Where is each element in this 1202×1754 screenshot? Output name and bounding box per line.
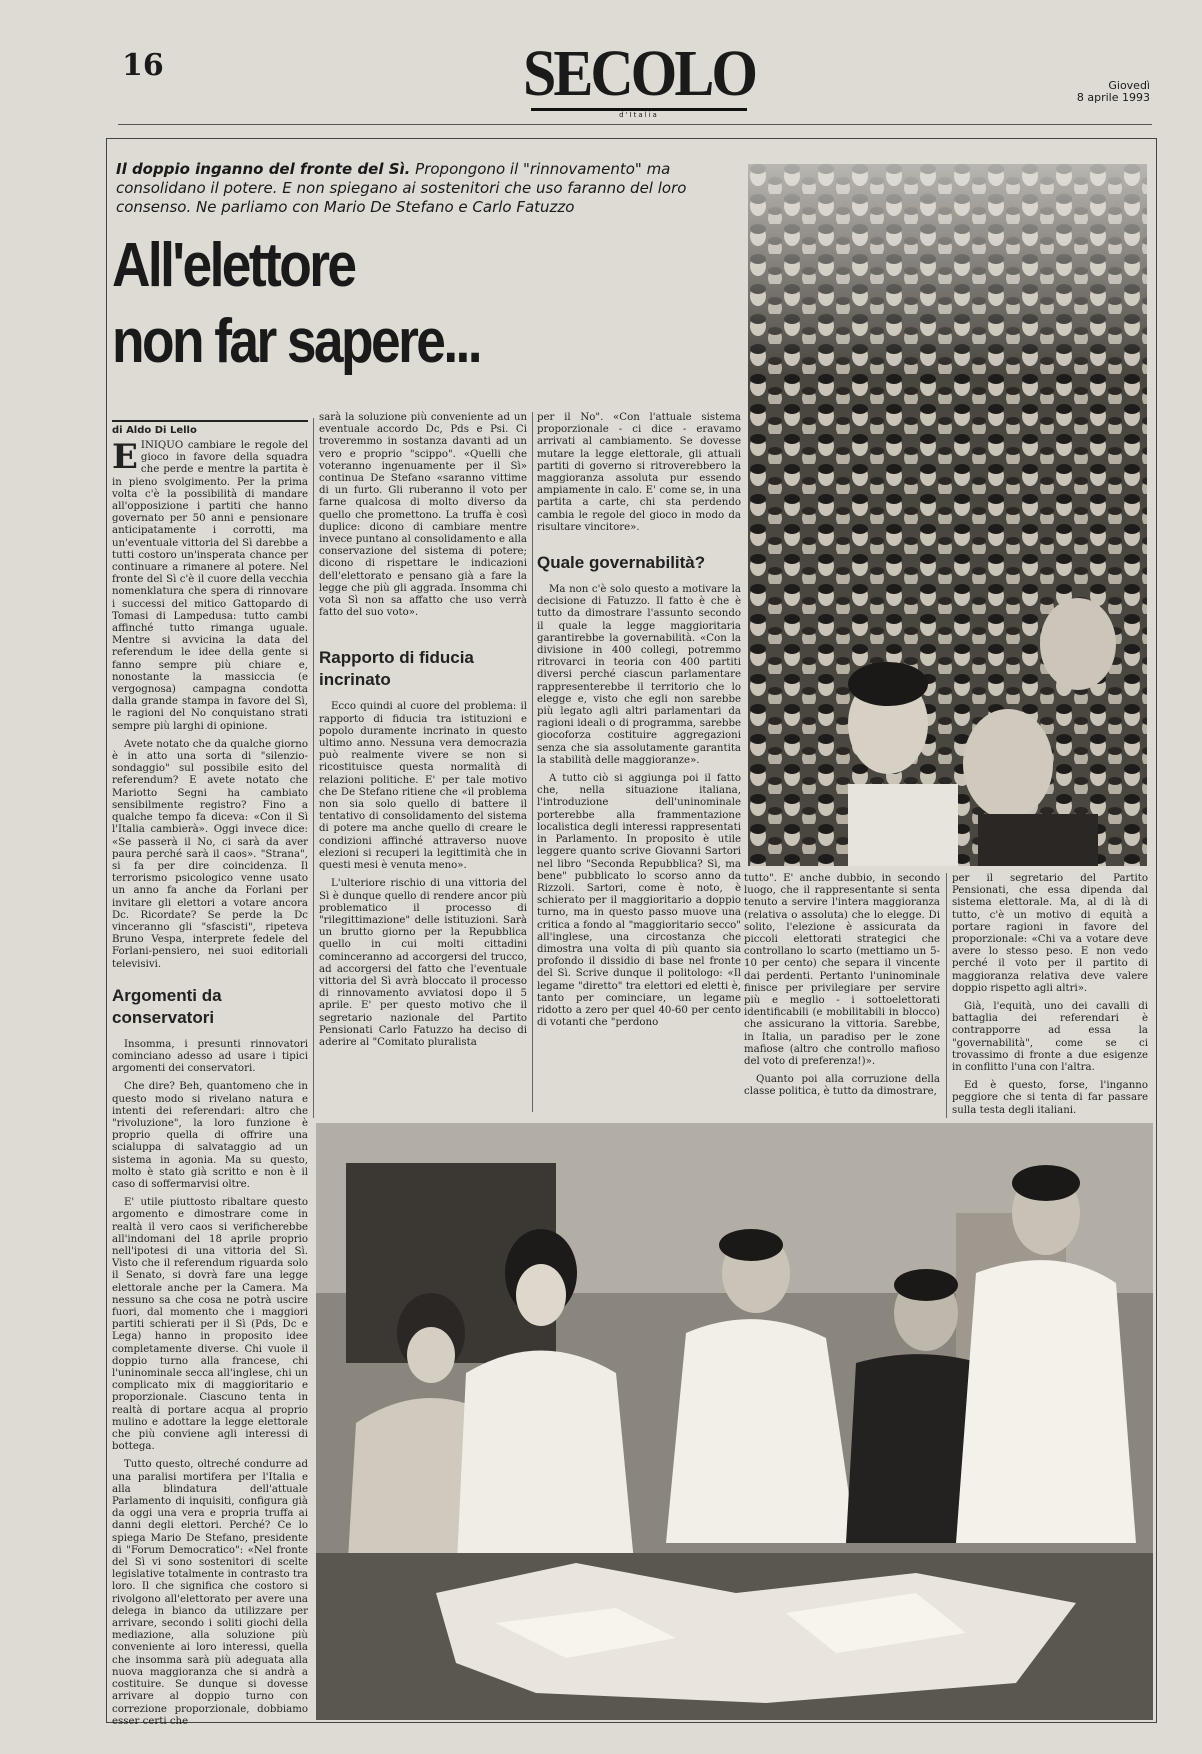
paragraph: tutto". E' anche dubbio, in secondo luogo, che il rappresentante si senta tenuto a servire l'intera maggioranza (relativa o assoluta) che lo elegge. Di solito, l'elezione è assicurata da piccoli elettorati strategici che controllano lo scarto (mettiamo un 5-10 per cento) che separa il vincente dai perdenti. Pertanto l'uninominale finisce per privilegiare per servire più e meglio - i sottoelettorati identificabili (e mobilitabili in blocco) che assicurano la vittoria. Sarebbe, in Italia, un paradiso per le zone mafiose (altro che controllo mafioso del voto di preferenza!)».: [744, 873, 940, 1068]
column-rule: [946, 873, 947, 1118]
kicker-bold: Il doppio inganno del fronte del Sì.: [116, 160, 411, 178]
paragraph: Ma non c'è solo questo a motivare la decisione di Fatuzzo. Il fatto è che è tutto da dimostrare l'assunto secondo il quale la legge maggioritaria garantirebbe la governabilità. «Con la divisione in 400 collegi, potremmo ritrovarci in teoria con 400 partiti diversi perché ciascun parlamentare rappresenterebbe il territorio che lo elegge e, visto che egli non sarebbe più legato agli altri parlamentari da ragioni ideali o di programma, sarebbe giocoforza costituire aggregazioni senza che sia assolutamente garantita la stabilità delle maggioranze».: [537, 584, 741, 766]
masthead: [521, 36, 757, 124]
masthead-subtitle: d'Italia: [531, 108, 747, 119]
paragraph: Già, l'equità, uno dei cavalli di battaglia dei referendari è contrapporre ad essa la "governabilità", come se ci trovassimo di fronte a due esigenze in conflitto l'una con l'altra.: [952, 1001, 1148, 1074]
paragraph: per il segretario del Partito Pensionati, che essa dipenda dal sistema elettorale. Ma, al di là di tutto, c'è un motivo di equità a portare ragioni in favore del proporzionale: «Chi va a votare deve avere lo stesso peso. E non vedo perché il voto per il partito di maggioranza relativa deve valere doppio rispetto agli altri».: [952, 873, 1148, 994]
date-day: Giovedì: [1108, 79, 1150, 92]
dateline: [1077, 80, 1150, 104]
paragraph: L'ulteriore rischio di una vittoria del Sì è dunque quello di rendere ancor più problematico il processo di "rilegittimazione" delle istituzioni. Sarà un brutto giorno per la Repubblica quello in cui molti cittadini cominceranno ad accorgersi del trucco, ad accorgersi del fatto che l'eventuale vittoria del Sì avrà bloccato il processo di rinnovamento avviatosi dopo il 5 aprile. E' per questo motivo che il segretario nazionale del Partito Pensionati Carlo Fatuzzo ha deciso di aderire al "Comitato pluralista: [319, 878, 527, 1048]
headline-line-2: non far sapere...: [112, 307, 481, 376]
date-full: 8 aprile 1993: [1076, 91, 1150, 104]
paragraph: Ecco quindi al cuore del problema: il rapporto di fiducia tra istituzioni e popolo duramente incrinato in questo ultimo anno. Nessuna vera democrazia può realmente vivere se non si ricostituisce questa normalità di relazioni politiche. E' per tale motivo che De Stefano ritiene che «il problema non sia solo quello di battere il tentativo di consolidamento del sistema di potere ma anche quello di creare le condizioni affinché attraverso nuove elezioni si recuperi la legittimità che in questi mesi è venuta meno».: [319, 701, 527, 872]
paragraph: INIQUO cambiare le regole del gioco in favore della squadra che perde e mentre la partita è in pieno svolgimento. Per la prima volta c'è la possibilità di mandare all'opposizione i partiti che hanno governato per 50 anni e pensionare anticipatamente i corrotti, ma un'eventuale vittoria del Sì darebbe a tutti costoro un'insperata chance per continuare a rimanere al potere. Nel fronte del Sì c'è il cuore della vecchia nomenklatura che spera di rinnovare i successi del mitico Gattopardo di Tomasi di Lampedusa: tutto cambi affinché tutto rimanga uguale. Mentre si avvicina la data del referendum le idee della gente si fanno sempre più chiare e, nonostante la massiccia (e vergognosa) campagna condotta dalla grande stampa in favore del Sì, le ragioni del No conquistano strati sempre più larghi di opinione.: [112, 440, 308, 732]
subheading-1: Argomenti da conservatori: [112, 985, 222, 1027]
drop-cap: E: [112, 437, 138, 477]
crowd-photo: [748, 164, 1147, 866]
paragraph: Avete notato che da qualche giorno è in atto una sorta di "silenzio-sondaggio" sul possibile esito del referendum? E avete notato che Mariotto Segni ha cambiato sensibilmente registro? Fino a qualche tempo fa diceva: «Con il Sì l'Italia cambierà». Oggi invece dice: «Se passerà il No, ci sarà da aver paura perché sarà il caos». "Strana", si fa per dire coincidenza. Il terrorismo psicologico venne usato un anno fa anche da Forlani per invitare gli elettori a votare ancora Dc. Ricordate? Se perde la Dc vinceranno gli "sfascisti", ripeteva Bruno Vespa, interprete fedele del Forlani-pensiero, nei suoi editoriali televisivi.: [112, 738, 308, 970]
article-column-4: [744, 873, 940, 1118]
article-column-3: [537, 412, 741, 1112]
subheading-2: Rapporto di fiducia incrinato: [319, 648, 474, 690]
article-column-2: [319, 412, 527, 1112]
paragraph: Ed è questo, forse, l'inganno peggiore che si tenta di far passare sulla testa degli italiani.: [952, 1080, 1148, 1116]
masthead-title: SECOLO: [522, 36, 756, 110]
article-column-1: [112, 420, 308, 1727]
vote-counting-photo: [316, 1123, 1153, 1720]
article-column-5: [952, 873, 1148, 1118]
paragraph: Quanto poi alla corruzione della classe politica, è tutto da dimostrare,: [744, 1074, 940, 1098]
article-kicker: [116, 160, 756, 217]
paragraph: per il No". «Con l'attuale sistema proporzionale - ci dice - eravamo arrivati al cambiamento. Se dovesse mutare la legge elettorale, gli attuali partiti di governo si ritroverebbero la maggioranza assoluta pur essendo ampiamente in calo. E' come se, in una partita a carte, chi sta perdendo cambia le regole del gioco in modo da risultare vincitore».: [537, 412, 741, 533]
paragraph: A tutto ciò si aggiunga poi il fatto che, nella situazione italiana, l'introduzione dell'uninominale porterebbe alla frammentazione localistica degli interessi rappresentati in Parlamento. In proposito è utile leggere quanto scrive Giovanni Sartori nel libro "Seconda Repubblica? Sì, ma bene" pubblicato lo scorso anno da Rizzoli. Sartori, come è noto, è schierato per il maggioritario a doppio turno, ma in questo passo muove una critica a fondo al "maggioritario secco" all'inglese, una circostanza che dimostra una volta di più quanto sia profondo il dissidio di base nel fronte del Sì. Scrive dunque il politologo: «Il legame "diretto" tra elettori ed eletti è, tanto per cominciare, un legame ridotto a zero per quel 40-60 per cento di votanti che "perdono: [537, 773, 741, 1029]
paragraph: sarà la soluzione più conveniente ad un eventuale accordo Dc, Pds e Psi. Ci troveremmo in sostanza davanti ad un vero e proprio "scippo". «Quelli che voteranno ingenuamente per il Sì» continua De Stefano «saranno vittime di un furto. Gli ruberanno il voto per farne qualcosa di molto diverso da quello che promettono. La truffa è così duplice: dicono di cambiare mentre invece puntano al consolidamento e alla conservazione del sistema di potere; dicono di rispettare le indicazioni dell'elettorato e pensano già a fare la legge che più gli aggrada. Insomma chi vota Sì non sa affatto che uso verrà fatto del suo voto».: [319, 412, 527, 619]
paragraph: E' utile piuttosto ribaltare questo argomento e dimostrare come in realtà il vero caos si verificherebbe all'indomani del 18 aprile proprio nell'ipotesi di una vittoria del Sì. Visto che il referendum riguarda solo il Senato, si dovrà fare una legge elettorale anche per la Camera. Ma nessuno sa che cosa ne potrà uscire fuori, dal momento che i maggiori partiti schierati per il Sì (Pds, Dc e Lega) hanno in proposito idee completamente diverse. Chi vuole il doppio turno alla francese, chi l'uninominale secca all'inglese, chi un complicato mix di maggioritario e proporzionale. Ciascuno tenta in realtà di portare acqua al proprio mulino e adottare la legge elettorale che più conviene agli interessi di bottega.: [112, 1197, 308, 1453]
paragraph: Tutto questo, oltreché condurre ad una paralisi mortifera per l'Italia e alla blindatura dell'attuale Parlamento di inquisiti, configura già da oggi una vera e propria truffa ai danni degli elettori. Perché? Ce lo spiega Mario De Stefano, presidente di "Forum Democratico": «Nel fronte del Sì vi sono sostenitori di scelte legislative totalmente in contrasto tra loro. Il che significa che costoro si rivolgono all'elettorato per avere una delega in bianco da utilizzare per arrivare, secondo i soliti giochi della mediazione, alla soluzione più conveniente ai loro interessi, quella che insomma sarà più adeguata alla nuova maggioranza che si andrà a costituire. Se dunque si dovesse arrivare al doppio turno con correzione proporzionale, dobbiamo esser certi che: [112, 1459, 308, 1727]
column-rule: [532, 412, 533, 1112]
headline-line-1: All'elettore: [112, 231, 355, 300]
paragraph: Che dire? Beh, quantomeno che in questo modo si rivelano natura e intenti dei referendari: altro che "rivoluzione", la loro funzione è proprio quella di offrire una scialuppa di salvataggio ad un sistema in agonia. Ma su questo, molto è stato già scritto e non è il caso di soffermarvisi oltre.: [112, 1081, 308, 1190]
header-rule: [118, 124, 1152, 125]
column-rule: [313, 418, 314, 1118]
subheading-3: Quale governabilità?: [537, 553, 706, 573]
byline: di Aldo Di Lello: [112, 420, 308, 436]
kicker-text: Propongono il "rinnovamento" ma consolidano il potere. E non spiegano ai sostenitori che uso faranno del loro consenso. Ne parliamo con Mario De Stefano e Carlo Fatuzzo: [116, 160, 687, 216]
page-number: 16: [122, 48, 164, 83]
article-headline: [112, 228, 559, 380]
paragraph: Insomma, i presunti rinnovatori cominciano adesso ad usare i tipici argomenti dei conservatori.: [112, 1038, 308, 1075]
